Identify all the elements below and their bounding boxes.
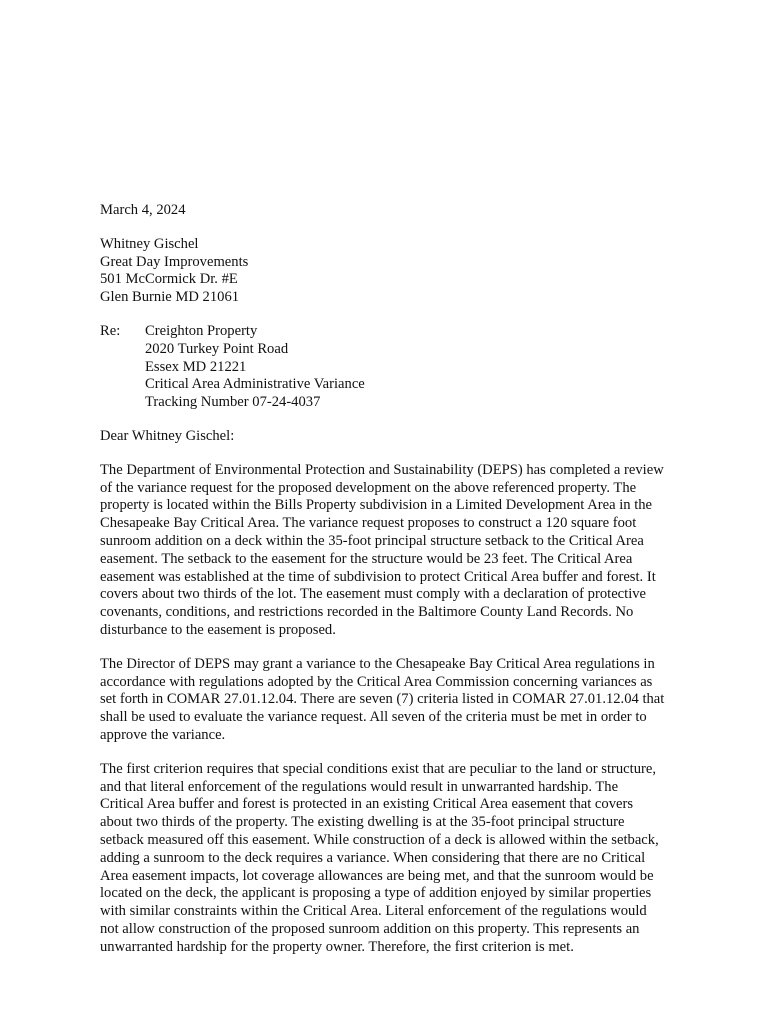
text-line: approve the variance. [100, 726, 226, 743]
letter-date: March 4, 2024 [100, 202, 186, 218]
subject-label: Re: [100, 322, 121, 339]
text-line: covers about two thirds of the lot. The easement must comply with a declaration of protective [100, 586, 647, 603]
subject-line: Creighton Property [145, 322, 258, 339]
text-line: Chesapeake Bay Critical Area. The variance request proposes to construct a 120 square foot [100, 515, 637, 532]
text-line: located on the deck, the applicant is proposing a type of addition enjoyed by similar properties [100, 885, 652, 902]
text-line: adding a sunroom to the deck requires a variance. When considering that there are no Critical [100, 849, 646, 866]
text-line: The Department of Environmental Protection and Sustainability (DEPS) has completed a review [100, 461, 664, 478]
text-line: unwarranted hardship for the property owner. Therefore, the first criterion is met. [100, 938, 574, 955]
text-line: set forth in COMAR 27.01.12.04. There are seven (7) criteria listed in COMAR 27.01.12.04 that [100, 691, 665, 708]
text-line: setback measured off this easement. While construction of a deck is allowed within the setback, [100, 831, 659, 848]
salutation: Dear Whitney Gischel: [100, 427, 235, 444]
text-line: disturbance to the easement is proposed. [100, 621, 336, 638]
subject-block [100, 323, 692, 412]
recipient-name: Whitney Gischel [100, 235, 199, 252]
subject-line: 2020 Turkey Point Road [145, 340, 289, 357]
text-line: not allow construction of the proposed sunroom addition on this property. This represents an [100, 920, 640, 937]
letter-body [100, 202, 692, 972]
paragraph-director-authority [100, 656, 692, 745]
text-line: property is located within the Bills Property subdivision in a Limited Development Area in the [100, 497, 653, 514]
recipient-street: 501 McCormick Dr. #E [100, 271, 238, 288]
subject-line: Essex MD 21221 [145, 358, 247, 375]
recipient-company: Great Day Improvements [100, 253, 249, 270]
text-line: easement was established at the time of subdivision to protect Critical Area buffer and forest. It [100, 568, 656, 585]
text-line: with similar constraints within the Critical Area. Literal enforcement of the regulations would [100, 903, 647, 920]
recipient-address [100, 236, 692, 307]
paragraph-review-summary [100, 462, 692, 640]
text-line: sunroom addition on a deck within the 35-foot principal structure setback to the Critical Area [100, 532, 644, 549]
text-line: about two thirds of the property. The existing dwelling is at the 35-foot principal structure [100, 814, 625, 831]
paragraph-first-criterion [100, 761, 692, 957]
text-line: Area easement impacts, lot coverage allowances are being met, and that the sunroom would be [100, 867, 654, 884]
text-line: easement. The setback to the easement for the structure would be 23 feet. The Critical Area [100, 550, 633, 567]
text-line: Critical Area buffer and forest is protected in an existing Critical Area easement that covers [100, 796, 634, 813]
subject-lines [145, 323, 692, 412]
text-line: covenants, conditions, and restrictions recorded in the Baltimore County Land Records. No [100, 604, 634, 621]
text-line: The first criterion requires that special conditions exist that are peculiar to the land or structure, [100, 760, 656, 777]
recipient-city: Glen Burnie MD 21061 [100, 289, 240, 306]
subject-line: Tracking Number 07-24-4037 [145, 394, 321, 411]
text-line: and that literal enforcement of the regulations would result in unwarranted hardship. The [100, 778, 619, 795]
text-line: shall be used to evaluate the variance request. All seven of the criteria must be met in order to [100, 709, 647, 726]
text-line: of the variance request for the proposed development on the above referenced property. The [100, 479, 637, 496]
text-line: The Director of DEPS may grant a variance to the Chesapeake Bay Critical Area regulations in [100, 655, 655, 672]
text-line: accordance with regulations adopted by the Critical Area Commission concerning variances as [100, 673, 653, 690]
subject-line: Critical Area Administrative Variance [145, 376, 365, 393]
